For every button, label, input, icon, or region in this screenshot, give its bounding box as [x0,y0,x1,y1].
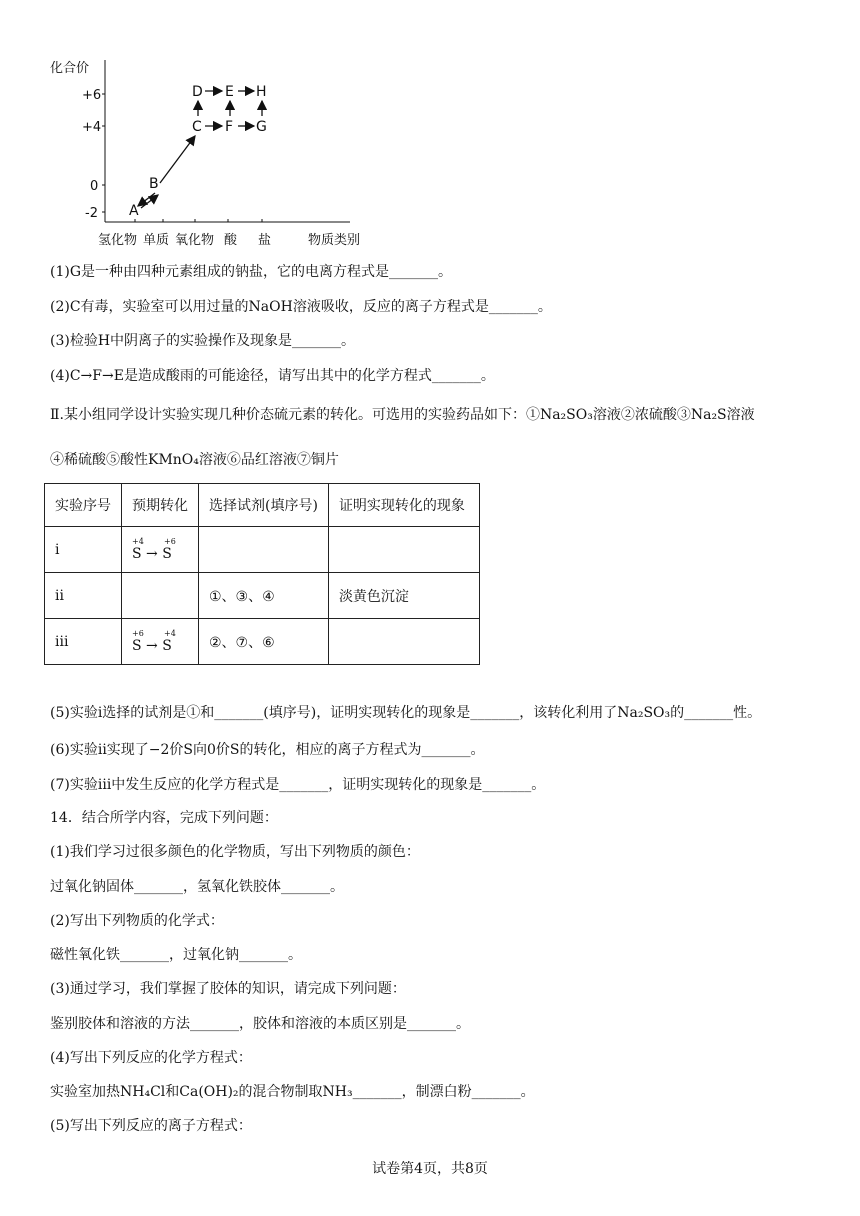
question-14-5: (5)写出下列反应的离子方程式： [50,1118,252,1134]
table-header-row [45,484,480,527]
node-e: E [225,84,234,100]
x-category: 盐 [258,233,272,248]
node-b: B [149,176,159,192]
table-header: 预期转化 [122,484,199,527]
y-tick: 0 [90,179,99,194]
exp-reagents: ①、③、④ [199,573,329,619]
node-h: H [256,84,267,100]
node-a: A [129,203,139,219]
question-1: (1)G是一种由四种元素组成的钠盐，它的电离方程式是_______。 [50,264,453,280]
exp-phenomenon [328,619,479,665]
node-g: G [256,119,267,135]
exp-phenomenon: 淡黄色沉淀 [328,573,479,619]
table-row [45,527,480,573]
question-3: (3)检验H中阴离子的实验操作及现象是_______。 [50,333,356,349]
question-14-1: (1)我们学习过很多颜色的化学物质，写出下列物质的颜色： [50,844,420,860]
table-header: 证明实现转化的现象 [328,484,479,527]
question-14-3: (3)通过学习，我们掌握了胶体的知识，请完成下列问题： [50,981,406,997]
question-14-4: (4)写出下列反应的化学方程式： [50,1050,252,1066]
question-4: (4)C→F→E是造成酸雨的可能途径，请写出其中的化学方程式_______。 [50,368,495,384]
question-6: (6)实验ⅱ实现了−2价S向0价S的转化，相应的离子方程式为_______。 [50,742,485,758]
x-category: 氢化物 [98,233,138,248]
exp-id: i [45,527,122,573]
exp-conversion [122,573,199,619]
question-14-1a: 过氧化钠固体_______，氢氧化铁胶体_______。 [50,879,344,895]
question-14-2: (2)写出下列物质的化学式： [50,913,224,929]
question-14-2a: 磁性氧化铁_______，过氧化钠_______。 [50,947,302,963]
exp-id: iii [45,619,122,665]
node-d: D [192,84,203,100]
table-row [45,619,480,665]
part2-intro: Ⅱ.某小组同学设计实验实现几种价态硫元素的转化。可选用的实验药品如下：①Na₂SO₃溶液②浓硫酸③Na₂S溶液 [50,407,755,423]
y-axis-label: 化合价 [50,61,90,76]
node-c: C [192,119,202,135]
exp-conversion: +4 +6 S → S [122,527,199,573]
table-row [45,573,480,619]
question-14: 14．结合所学内容，完成下列问题： [50,810,278,826]
x-category: 物质类别 [308,233,361,248]
y-tick: +6 [82,88,102,103]
x-category: 单质 [143,233,170,248]
question-14-4a: 实验室加热NH₄Cl和Ca(OH)₂的混合物制取NH₃_______，制漂白粉_______。 [50,1084,535,1100]
exp-id: ii [45,573,122,619]
exp-phenomenon [328,527,479,573]
question-2: (2)C有毒，实验室可以用过量的NaOH溶液吸收，反应的离子方程式是_______。 [50,299,552,315]
exp-reagents [199,527,329,573]
question-5: (5)实验ⅰ选择的试剂是①和_______(填序号)，证明实现转化的现象是_______，该转化利用了Na₂SO₃的_______性。 [50,705,762,721]
x-category: 氧化物 [175,233,215,248]
exp-conversion: +6 +4 S → S [122,619,199,665]
x-category: 酸 [224,233,238,248]
experiment-table [44,483,480,665]
part2-reagents: ④稀硫酸⑤酸性KMnO₄溶液⑥品红溶液⑦铜片 [50,452,339,468]
sulfur-valence-diagram [40,50,380,250]
question-14-3a: 鉴别胶体和溶液的方法_______，胶体和溶液的本质区别是_______。 [50,1016,470,1032]
table-header: 选择试剂(填序号) [199,484,329,527]
table-header: 实验序号 [45,484,122,527]
node-f: F [225,119,234,135]
page-footer: 试卷第4页，共8页 [372,1161,488,1177]
exp-reagents: ②、⑦、⑥ [199,619,329,665]
y-tick: +4 [82,120,102,135]
y-tick: -2 [85,206,98,221]
question-7: (7)实验ⅲ中发生反应的化学方程式是_______，证明实现转化的现象是_______。 [50,777,546,793]
